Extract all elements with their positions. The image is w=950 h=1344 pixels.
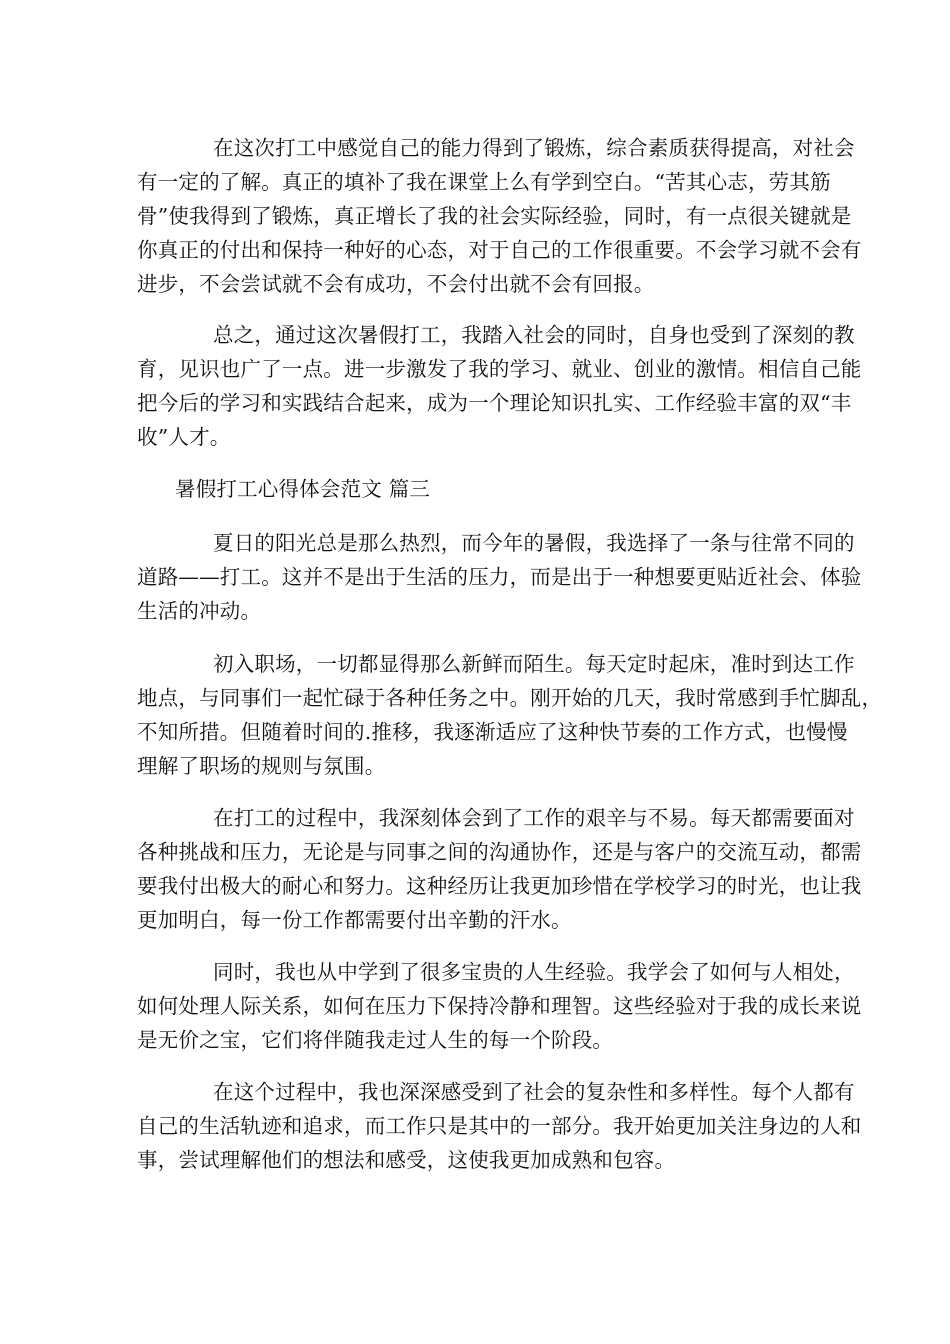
text-line: 在这次打工中感觉自己的能力得到了锻炼，综合素质获得提高，对社会: [213, 136, 855, 160]
text-line: 要我付出极大的耐心和努力。这种经历让我更加珍惜在学校学习的时光，也让我: [137, 874, 862, 898]
text-line: 生活的冲动。: [137, 599, 262, 623]
text-line: 初入职场，一切都显得那么新鲜而陌生。每天定时起床，准时到达工作: [213, 652, 855, 676]
text-line: 道路——打工。这并不是出于生活的压力，而是出于一种想要更贴近社会、体验: [137, 565, 862, 589]
text-line: 有一定的了解。真正的填补了我在课堂上么有学到空白。“苦其心志，劳其筋: [137, 170, 831, 194]
text-line: 更加明白，每一份工作都需要付出辛勤的汗水。: [137, 908, 572, 932]
text-line: 自己的生活轨迹和追求，而工作只是其中的一部分。我开始更加关注身边的人和: [137, 1114, 862, 1138]
text-line: 理解了职场的规则与氛围。: [137, 754, 386, 778]
text-line: 骨”使我得到了锻炼，真正增长了我的社会实际经验，同时，有一点很关键就是: [137, 204, 852, 228]
text-line: 不知所措。但随着时间的.推移，我逐渐适应了这种快节奏的工作方式，也慢慢: [137, 720, 848, 744]
text-line: 各种挑战和压力，无论是与同事之间的沟通协作，还是与客户的交流互动，都需: [137, 840, 862, 864]
text-line: 在这个过程中，我也深深感受到了社会的复杂性和多样性。每个人都有: [213, 1080, 855, 1104]
text-line: 夏日的阳光总是那么热烈，而今年的暑假，我选择了一条与往常不同的: [213, 531, 855, 555]
text-line: 育，见识也广了一点。进一步激发了我的学习、就业、创业的激情。相信自己能: [137, 357, 862, 381]
text-line: 如何处理人际关系，如何在压力下保持冷静和理智。这些经验对于我的成长来说: [137, 994, 862, 1018]
text-line: 地点，与同事们一起忙碌于各种任务之中。刚开始的几天，我时常感到手忙脚乱，: [137, 686, 883, 710]
text-line: 事，尝试理解他们的想法和感受，这使我更加成熟和包容。: [137, 1148, 676, 1172]
text-line: 在打工的过程中，我深刻体会到了工作的艰辛与不易。每天都需要面对: [213, 806, 855, 830]
text-line: 是无价之宝，它们将伴随我走过人生的每一个阶段。: [137, 1028, 614, 1052]
text-line: 收”人才。: [137, 425, 231, 449]
section-title: 暑假打工心得体会范文 篇三: [175, 477, 431, 501]
text-line: 进步，不会尝试就不会有成功，不会付出就不会有回报。: [137, 272, 655, 296]
text-line: 你真正的付出和保持一种好的心态，对于自己的工作很重要。不会学习就不会有: [137, 238, 862, 262]
text-line: 把今后的学习和实践结合起来，成为一个理论知识扎实、工作经验丰富的双“丰: [137, 391, 852, 415]
text-line: 同时，我也从中学到了很多宝贵的人生经验。我学会了如何与人相处，: [213, 960, 855, 984]
text-line: 总之，通过这次暑假打工，我踏入社会的同时，自身也受到了深刻的教: [213, 323, 855, 347]
